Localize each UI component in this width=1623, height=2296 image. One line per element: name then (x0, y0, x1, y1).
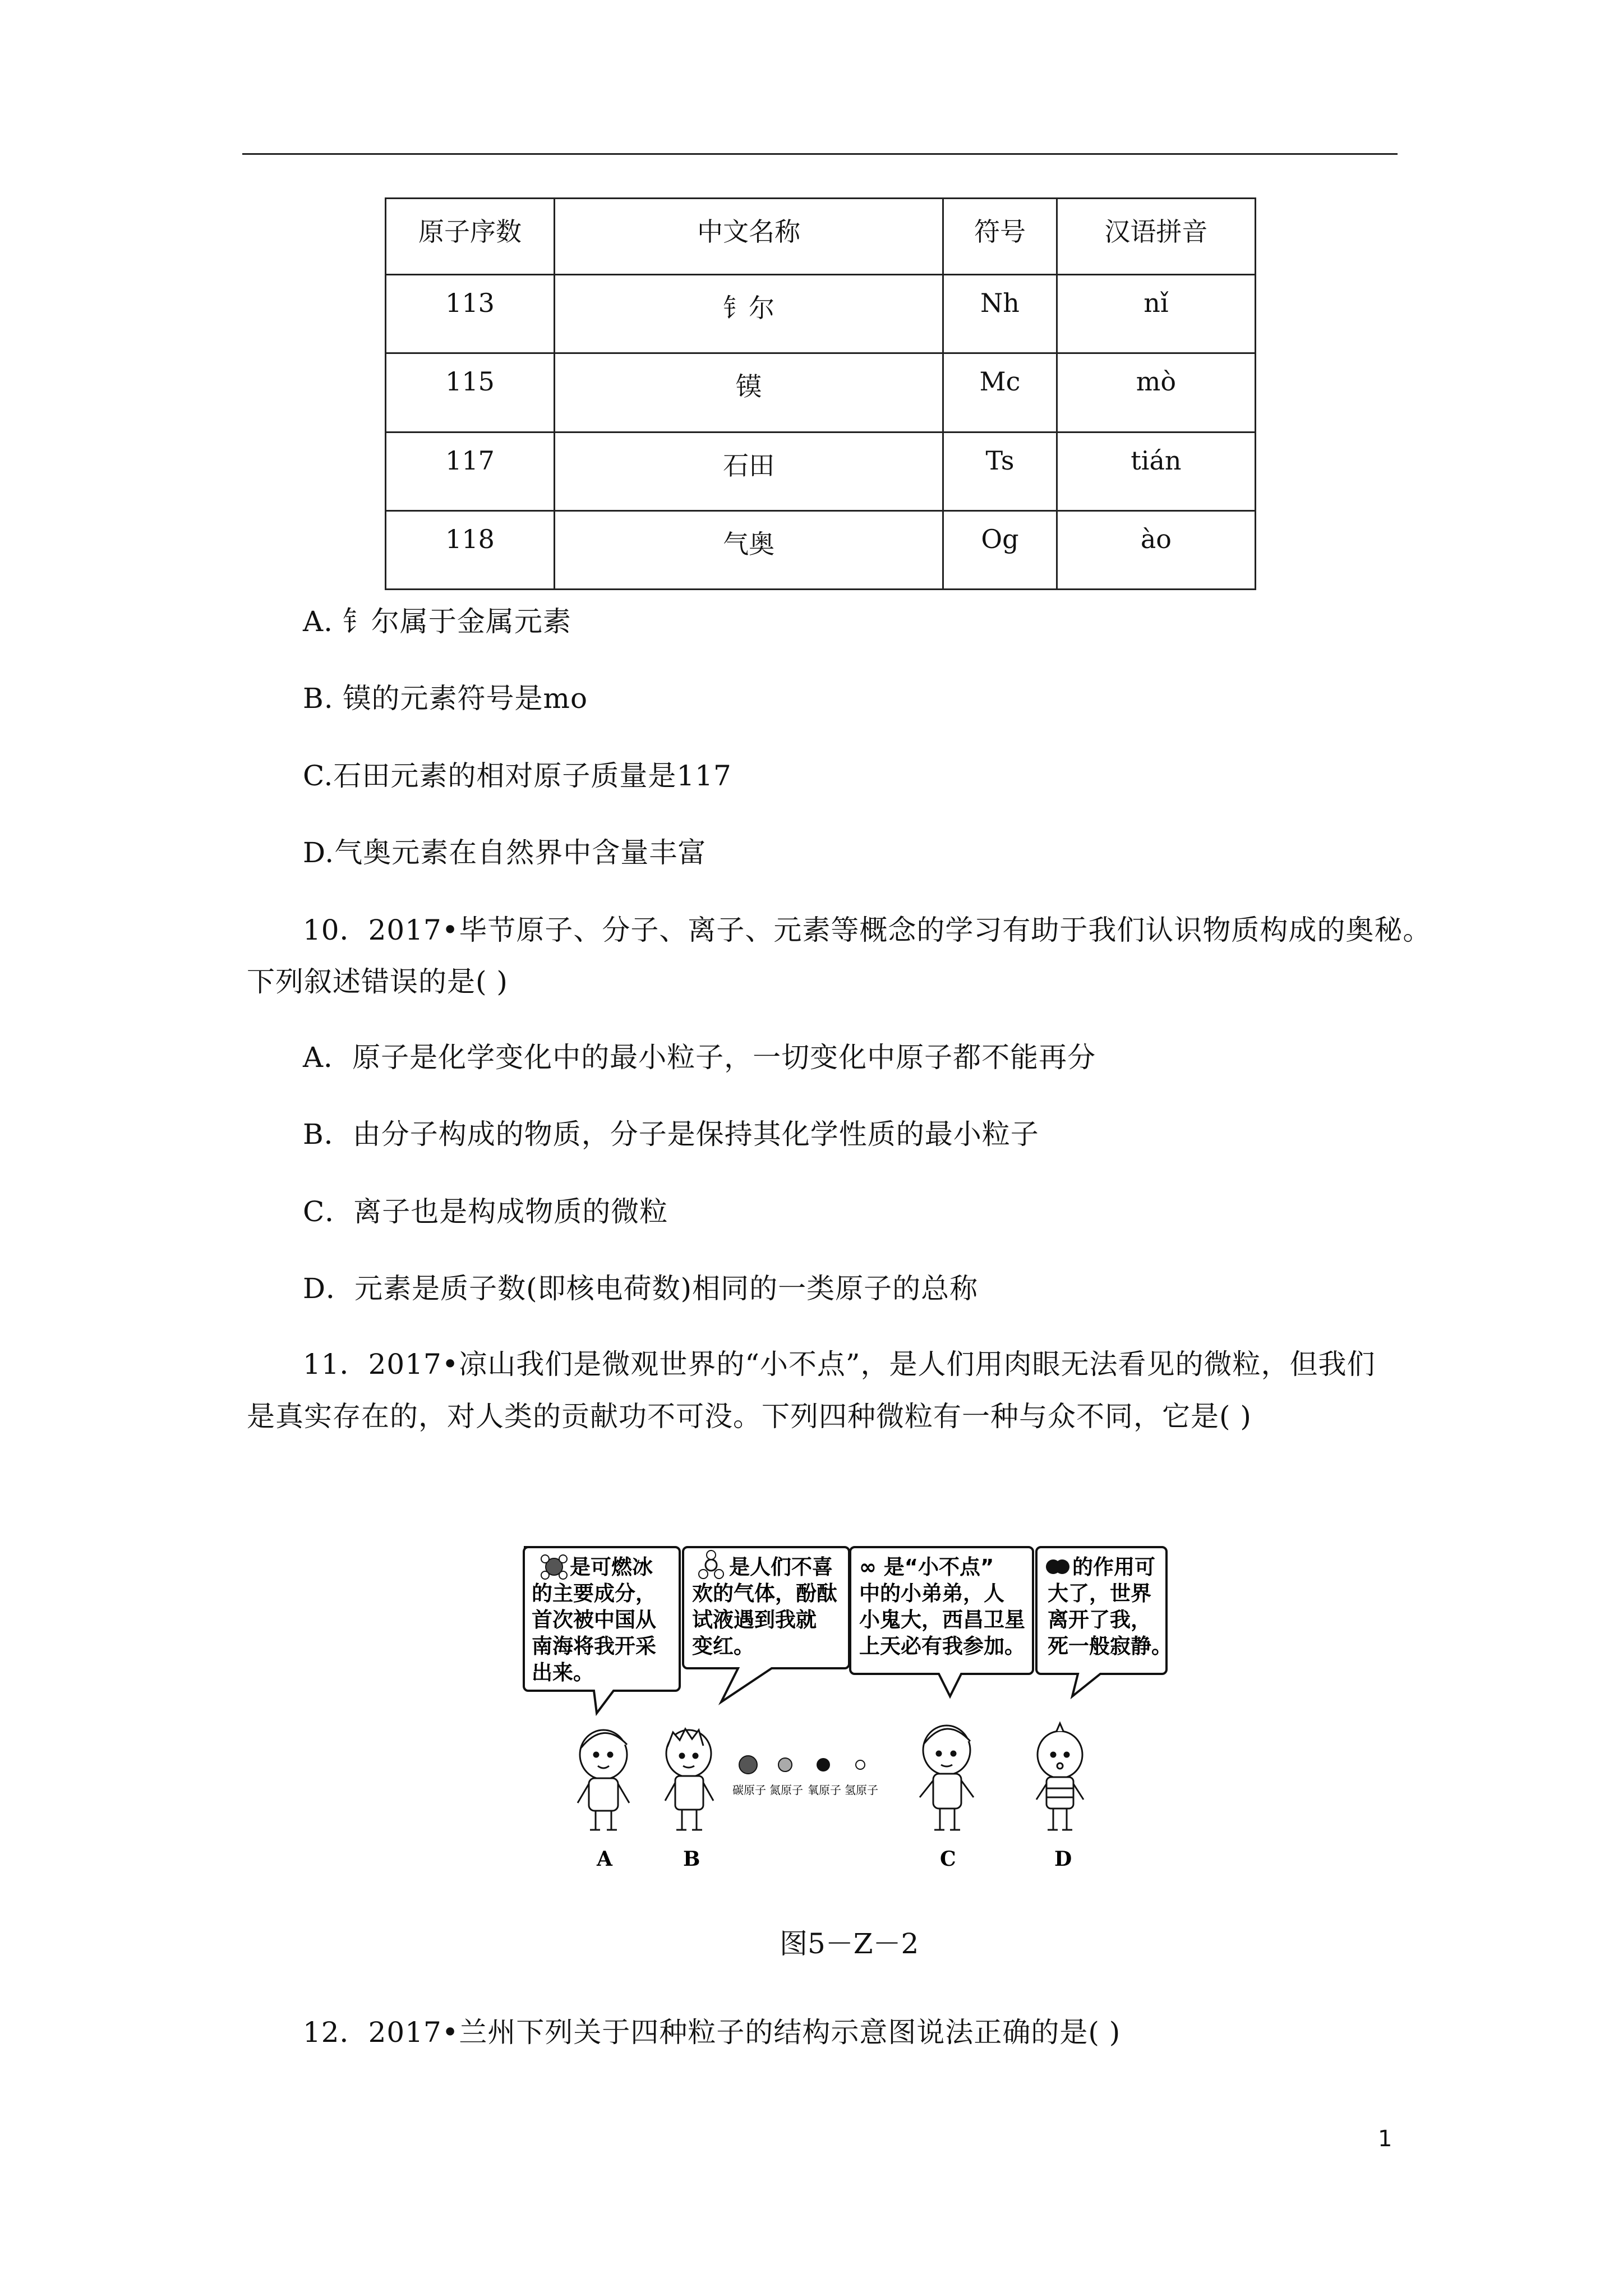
table-row (386, 432, 1256, 510)
chinese-name: 钅尔 (555, 275, 943, 353)
element-symbol: Og (943, 510, 1057, 589)
q9-option-a: A. 钅尔属于金属元素 (303, 605, 571, 638)
legend-label: 碳原子 (732, 1783, 766, 1797)
q9-option-b: B. 镆的元素符号是mo (303, 682, 588, 715)
pinyin: tián (1057, 432, 1255, 510)
q10-option-b: B．由分子构成的物质，分子是保持其化学性质的最小粒子 (303, 1118, 1039, 1151)
speech-bubble-b (683, 1547, 849, 1702)
bubble-d-line: 大了，世界 (1048, 1581, 1151, 1605)
bubble-b-line: 变红。 (692, 1634, 754, 1658)
q11-stem-cont: 是真实存在的，对人类的贡献功不可没。下列四种微粒有一种与众不同，它是( ) (247, 1400, 1252, 1433)
page-number: 1 (1378, 2126, 1393, 2152)
column-header: 符号 (943, 199, 1057, 275)
bubble-b-line: 是人们不喜 (729, 1555, 833, 1579)
column-header: 中文名称 (555, 199, 943, 275)
speech-bubble-a (524, 1547, 680, 1713)
element-symbol: Nh (943, 275, 1057, 353)
table-row (386, 510, 1256, 589)
q12-stem: 12．2017•兰州下列关于四种粒子的结构示意图说法正确的是( ) (303, 2016, 1121, 2049)
chinese-name: 石田 (555, 432, 943, 510)
figure-caption: 图5－Z－2 (780, 1927, 919, 1960)
child-a-icon (578, 1730, 629, 1830)
pinyin: nǐ (1057, 275, 1255, 353)
atomic-number: 115 (386, 353, 555, 432)
pinyin: mò (1057, 353, 1255, 432)
q9-option-c: C.石田元素的相对原子质量是117 (303, 760, 732, 792)
bubble-c-line: 小鬼大，西昌卫星 (859, 1608, 1025, 1632)
q10-option-c: C．离子也是构成物质的微粒 (303, 1195, 668, 1228)
chinese-name: 气奥 (555, 510, 943, 589)
pinyin: ào (1057, 510, 1255, 589)
header-rule (242, 153, 1398, 155)
atomic-number: 117 (386, 432, 555, 510)
element-symbol: Mc (943, 353, 1057, 432)
carbon-atom-icon (739, 1756, 757, 1774)
child-b-icon (665, 1729, 713, 1830)
atom-legend (732, 1756, 878, 1797)
speech-bubble-c (850, 1547, 1033, 1696)
bubble-a-line: 出来。 (532, 1660, 594, 1685)
q10-option-d: D．元素是质子数(即核电荷数)相同的一类原子的总称 (303, 1272, 979, 1305)
hydrogen-atom-icon (856, 1760, 865, 1769)
bubble-d-line: 死一般寂静。 (1048, 1634, 1171, 1658)
bubble-c-line: 上天必有我参加。 (859, 1634, 1025, 1658)
bubble-b-line: 试液遇到我就 (692, 1608, 817, 1632)
legend-label: 氢原子 (845, 1783, 878, 1797)
figure-label-d: D (1054, 1847, 1072, 1871)
bubble-c-line: ∞ 是“小不点” (859, 1555, 994, 1579)
table-row (386, 275, 1256, 353)
child-c-icon (920, 1726, 974, 1830)
bubble-d-line: 的作用可 (1072, 1555, 1155, 1579)
figure-label-c: C (940, 1847, 956, 1871)
column-header: 汉语拼音 (1057, 199, 1255, 275)
figure-label-a: A (597, 1847, 612, 1871)
bubble-a-line: 是可燃冰 (570, 1555, 653, 1579)
oxygen-molecule-icon (1046, 1559, 1069, 1574)
column-header: 原子序数 (386, 199, 555, 275)
chinese-name: 镆 (555, 353, 943, 432)
figure-microparticles (520, 1542, 1171, 1878)
bubble-d-line: 离开了我， (1048, 1608, 1151, 1632)
q10-stem-cont: 下列叙述错误的是( ) (247, 965, 508, 998)
q10-option-a: A．原子是化学变化中的最小粒子，一切变化中原子都不能再分 (303, 1041, 1096, 1074)
table-header-row (386, 199, 1256, 275)
element-symbol: Ts (943, 432, 1057, 510)
nitrogen-atom-icon (778, 1758, 792, 1772)
legend-label: 氧原子 (808, 1783, 841, 1797)
element-table (385, 197, 1256, 590)
bubble-c-line: 中的小弟弟，人 (859, 1581, 1004, 1605)
q10-stem: 10．2017•毕节原子、分子、离子、元素等概念的学习有助于我们认识物质构成的奥秘。 (303, 914, 1432, 946)
atomic-number: 118 (386, 510, 555, 589)
bubble-b-line: 欢的气体，酚酞 (692, 1581, 837, 1605)
legend-label: 氮原子 (769, 1783, 803, 1797)
bubble-a-line: 首次被中国从 (532, 1608, 656, 1632)
oxygen-atom-icon (817, 1758, 830, 1772)
bubble-a-line: 的主要成分， (532, 1581, 656, 1605)
q11-stem: 11．2017•凉山我们是微观世界的“小不点”，是人们用肉眼无法看见的微粒，但我们 (303, 1348, 1376, 1381)
speech-bubble-d (1036, 1547, 1171, 1696)
bubble-a-line: 南海将我开采 (532, 1634, 656, 1658)
q9-option-d: D.气奥元素在自然界中含量丰富 (303, 836, 707, 869)
child-d-icon (1036, 1723, 1083, 1830)
atomic-number: 113 (386, 275, 555, 353)
figure-label-b: B (683, 1847, 700, 1871)
table-row (386, 353, 1256, 432)
